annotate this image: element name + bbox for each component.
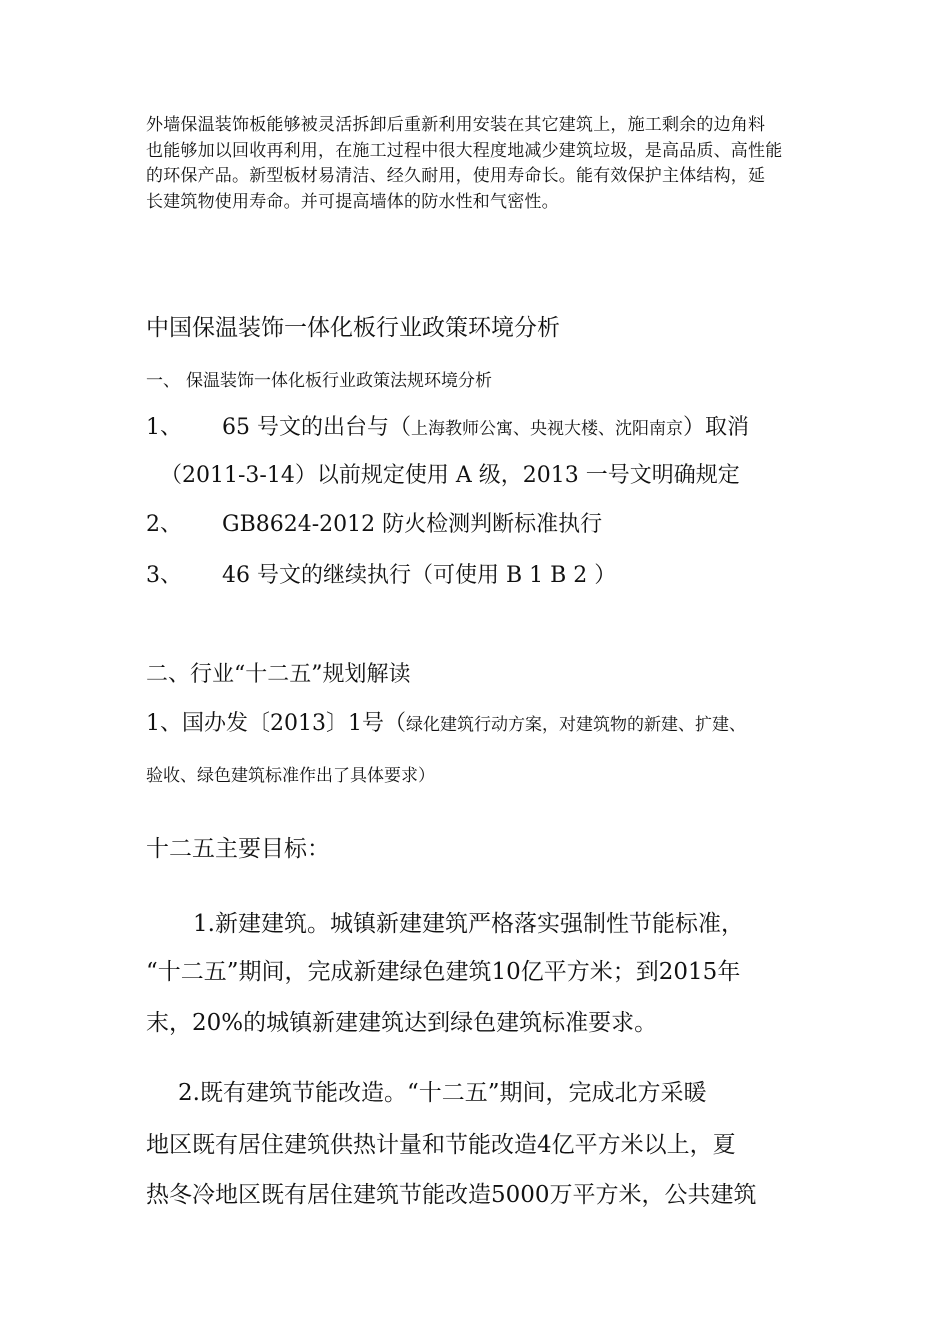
paragraph-line: “十二五”期间，完成新建绿色建筑10亿平方米；到2015年 — [146, 959, 741, 985]
paragraph-line: 2.既有建筑节能改造。“十二五”期间，完成北方采暖 — [178, 1080, 707, 1106]
list-text-small: 绿化建筑行动方案，对建筑物的新建、扩建、 — [405, 715, 746, 735]
list-item — [146, 565, 616, 587]
section-heading: 中国保温装饰一体化板行业政策环境分析 — [146, 315, 560, 341]
list-number: 1、 — [146, 415, 182, 440]
list-item-continuation: 验收、绿色建筑标准作出了具体要求） — [146, 766, 435, 786]
subsection-text: 保温装饰一体化板行业政策法规环境分析 — [186, 371, 492, 391]
list-text: GB8624-2012 防火检测判断标准执行 — [222, 512, 603, 537]
list-text: 1、国办发〔2013〕1号（ — [146, 711, 406, 736]
intro-line: 也能够加以回收再利用，在施工过程中很大程度地减少建筑垃圾，是高品质、高性能 — [146, 141, 783, 161]
list-text: 46 号文的继续执行（可使用 B 1 B 2 ） — [222, 563, 617, 588]
list-text: 65 号文的出台与（ — [222, 415, 411, 440]
list-item — [146, 417, 749, 439]
goals-title: 十二五主要目标： — [146, 836, 330, 862]
subsection-title: 二、行业“十二五”规划解读 — [146, 662, 411, 687]
list-text: ）取消 — [683, 415, 750, 440]
paragraph-line: 地区既有居住建筑供热计量和节能改造4亿平方米以上，夏 — [146, 1132, 736, 1158]
paragraph-line: 1.新建建筑。城镇新建建筑严格落实强制性节能标准， — [193, 911, 744, 937]
list-number: 3、 — [146, 563, 182, 588]
subsection-number: 一、 — [146, 371, 180, 391]
list-item — [146, 514, 602, 536]
subsection-title — [146, 373, 492, 390]
paragraph-line: 末，20%的城镇新建建筑达到绿色建筑标准要求。 — [146, 1010, 658, 1036]
list-item — [146, 713, 746, 735]
intro-line: 长建筑物使用寿命。并可提高墙体的防水性和气密性。 — [146, 192, 559, 212]
list-number: 2、 — [146, 512, 182, 537]
list-text-small: 上海教师公寓、央视大楼、沈阳南京 — [411, 419, 683, 439]
intro-line: 的环保产品。新型板材易清洁、经久耐用，使用寿命长。能有效保护主体结构，延 — [146, 166, 766, 186]
paragraph-line: 热冬冷地区既有居住建筑节能改造5000万平方米，公共建筑 — [146, 1182, 757, 1208]
intro-line: 外墙保温装饰板能够被灵活拆卸后重新利用安装在其它建筑上，施工剩余的边角料 — [146, 115, 766, 135]
list-item-continuation: （2011-3-14）以前规定使用 A 级，2013 一号文明确规定 — [160, 463, 740, 488]
